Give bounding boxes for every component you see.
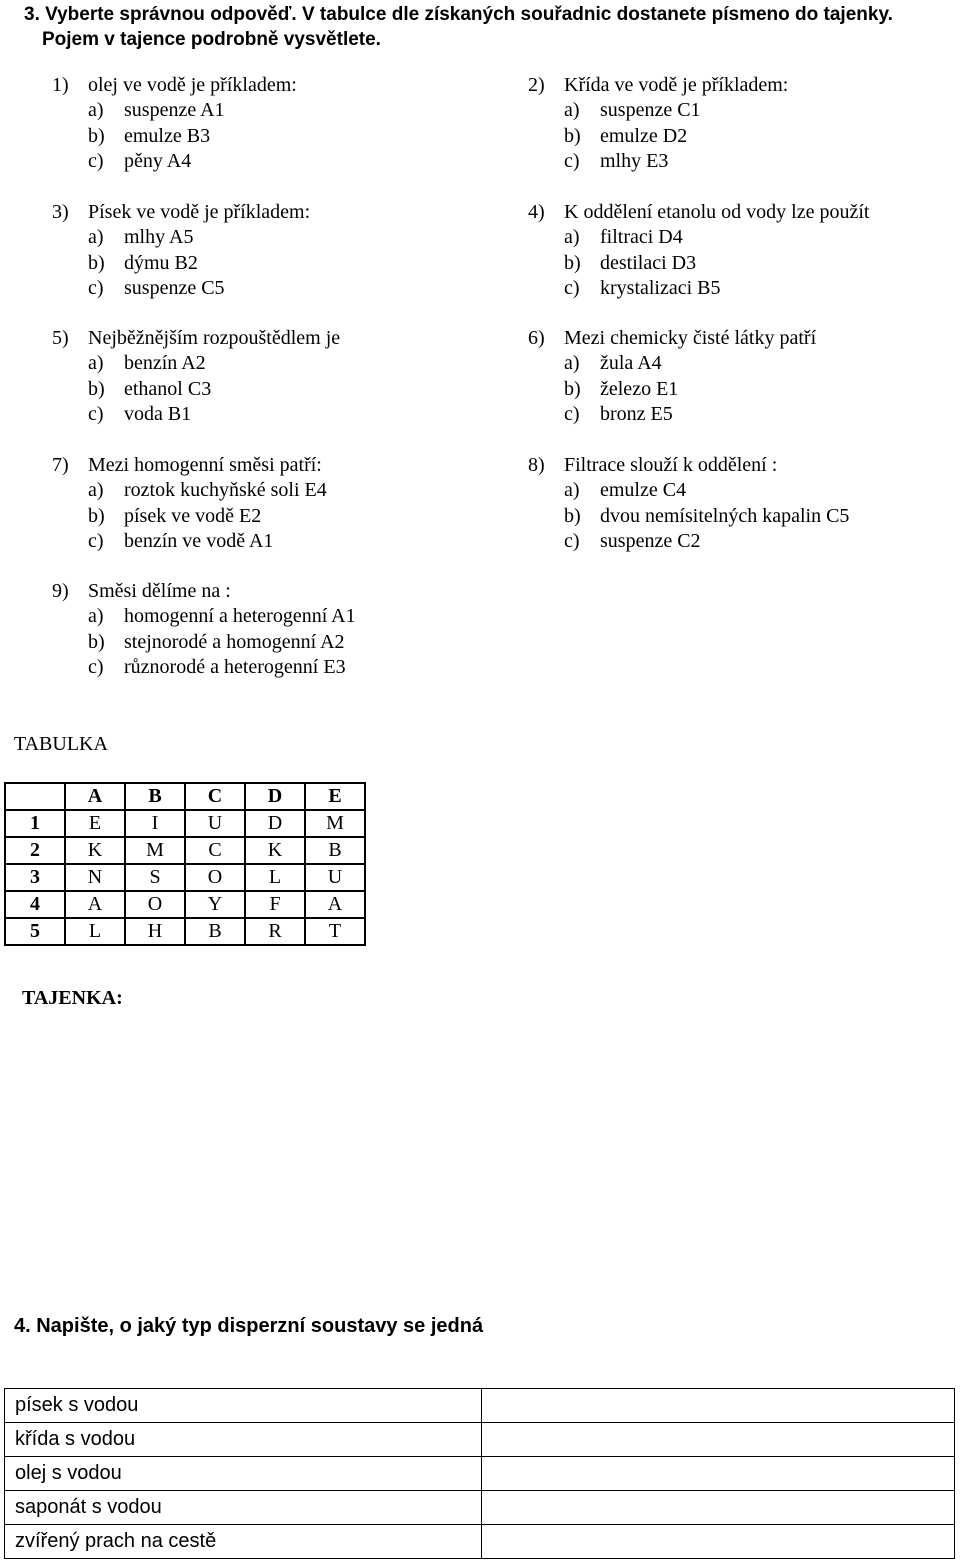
- question-number: 1): [52, 74, 69, 96]
- option-a: a) benzín A2: [88, 352, 206, 375]
- table-cell: L: [245, 864, 305, 891]
- answer-cell[interactable]: [482, 1389, 955, 1423]
- option-b: b) dýmu B2: [88, 251, 198, 274]
- table-cell: O: [125, 891, 185, 918]
- row-header-cell: 3: [5, 864, 65, 891]
- table-cell: Y: [185, 891, 245, 918]
- table-header-cell: D: [245, 783, 305, 810]
- answer-cell[interactable]: [482, 1491, 955, 1525]
- question-text: Křída ve vodě je příkladem:: [564, 74, 789, 96]
- option-b: b) písek ve vodě E2: [88, 504, 262, 527]
- question-number: 8): [528, 454, 545, 476]
- tajenka-label: TAJENKA:: [22, 987, 123, 1009]
- option-b: b) stejnorodé a homogenní A2: [88, 630, 345, 653]
- question-5: [52, 326, 340, 427]
- option-c: c) benzín ve vodě A1: [88, 529, 274, 552]
- table-cell: U: [185, 810, 245, 837]
- table-row: [5, 837, 365, 864]
- answer-cell[interactable]: [482, 1457, 955, 1491]
- task3-heading: [24, 2, 893, 52]
- option-c: c) mlhy E3: [564, 149, 669, 172]
- letter-grid: [4, 782, 366, 946]
- question-text: Filtrace slouží k oddělení :: [564, 454, 778, 476]
- question-number: 2): [528, 74, 545, 96]
- question-1: [52, 73, 297, 174]
- table-header-cell: E: [305, 783, 365, 810]
- option-c: c) suspenze C5: [88, 276, 225, 299]
- table-cell: R: [245, 918, 305, 945]
- option-a: a) mlhy A5: [88, 226, 194, 249]
- table-header-cell: [5, 783, 65, 810]
- question-6: [528, 326, 816, 427]
- question-8: [528, 453, 849, 554]
- task4-heading: 4. Napište, o jaký typ disperzní soustavy se jedná: [14, 1315, 484, 1337]
- question-number: 3): [52, 201, 69, 223]
- table-cell: A: [305, 891, 365, 918]
- table-header-row: [5, 783, 365, 810]
- option-c: c) suspenze C2: [564, 529, 701, 552]
- question-number: 5): [52, 327, 69, 349]
- option-b: b) železo E1: [564, 377, 679, 400]
- task3-heading-line1: 3. Vyberte správnou odpověď. V tabulce dle získaných souřadnic dostanete písmeno do tajenky.: [24, 4, 893, 25]
- table-row: [5, 918, 365, 945]
- option-c: c) bronz E5: [564, 402, 673, 425]
- mixture-name: křída s vodou: [5, 1423, 482, 1457]
- question-number: 4): [528, 201, 545, 223]
- table-row: [5, 864, 365, 891]
- table-cell: K: [65, 837, 125, 864]
- table-cell: F: [245, 891, 305, 918]
- option-b: b) emulze B3: [88, 124, 211, 147]
- option-b: b) emulze D2: [564, 124, 688, 147]
- row-header-cell: 1: [5, 810, 65, 837]
- table-cell: T: [305, 918, 365, 945]
- row-header-cell: 4: [5, 891, 65, 918]
- question-number: 6): [528, 327, 545, 349]
- row-header-cell: 5: [5, 918, 65, 945]
- option-a: a) homogenní a heterogenní A1: [88, 605, 356, 628]
- table-cell: E: [65, 810, 125, 837]
- answer-cell[interactable]: [482, 1423, 955, 1457]
- table-cell: L: [65, 918, 125, 945]
- mixture-name: písek s vodou: [5, 1389, 482, 1423]
- question-9: [52, 579, 356, 680]
- option-a: a) suspenze C1: [564, 99, 701, 122]
- table-cell: U: [305, 864, 365, 891]
- option-c: c) krystalizaci B5: [564, 276, 721, 299]
- option-c: c) různorodé a heterogenní E3: [88, 655, 346, 678]
- table-row: [5, 1423, 955, 1457]
- question-3: [52, 200, 310, 301]
- question-text: K oddělení etanolu od vody lze použít: [564, 201, 870, 223]
- mixture-name: olej s vodou: [5, 1457, 482, 1491]
- table-header-cell: C: [185, 783, 245, 810]
- table-cell: D: [245, 810, 305, 837]
- option-a: a) roztok kuchyňské soli E4: [88, 479, 327, 502]
- table-cell: K: [245, 837, 305, 864]
- table-title: TABULKA: [14, 733, 108, 755]
- question-2: [528, 73, 788, 174]
- table-row: [5, 1389, 955, 1423]
- table-header-cell: A: [65, 783, 125, 810]
- option-a: a) emulze C4: [564, 479, 687, 502]
- table-cell: I: [125, 810, 185, 837]
- table-row: [5, 891, 365, 918]
- question-text: Směsi dělíme na :: [88, 580, 231, 602]
- question-text: Mezi homogenní směsi patří:: [88, 454, 322, 476]
- option-a: a) filtraci D4: [564, 226, 683, 249]
- option-b: b) ethanol C3: [88, 377, 212, 400]
- table-cell: N: [65, 864, 125, 891]
- option-b: b) destilaci D3: [564, 251, 697, 274]
- table-cell: B: [305, 837, 365, 864]
- question-text: Písek ve vodě je příkladem:: [88, 201, 311, 223]
- table-row: [5, 1457, 955, 1491]
- table-row: [5, 1525, 955, 1559]
- question-number: 7): [52, 454, 69, 476]
- option-b: b) dvou nemísitelných kapalin C5: [564, 504, 850, 527]
- mixture-name: saponát s vodou: [5, 1491, 482, 1525]
- question-7: [52, 453, 327, 554]
- table-row: [5, 810, 365, 837]
- question-4: [528, 200, 869, 301]
- table-cell: O: [185, 864, 245, 891]
- answer-cell[interactable]: [482, 1525, 955, 1559]
- task3-heading-line2: Pojem v tajence podrobně vysvětlete.: [42, 29, 381, 50]
- table-cell: S: [125, 864, 185, 891]
- option-a: a) suspenze A1: [88, 99, 225, 122]
- table-cell: A: [65, 891, 125, 918]
- table-header-cell: B: [125, 783, 185, 810]
- option-c: c) voda B1: [88, 402, 192, 425]
- table-cell: H: [125, 918, 185, 945]
- mixture-name: zvířený prach na cestě: [5, 1525, 482, 1559]
- question-text: Nejběžnějším rozpouštědlem je: [88, 327, 341, 349]
- option-a: a) žula A4: [564, 352, 662, 375]
- table-cell: B: [185, 918, 245, 945]
- option-c: c) pěny A4: [88, 149, 192, 172]
- question-number: 9): [52, 580, 69, 602]
- table-row: [5, 1491, 955, 1525]
- dispersion-table: [4, 1388, 955, 1559]
- question-text: Mezi chemicky čisté látky patří: [564, 327, 817, 349]
- row-header-cell: 2: [5, 837, 65, 864]
- table-cell: M: [125, 837, 185, 864]
- table-cell: M: [305, 810, 365, 837]
- question-text: olej ve vodě je příkladem:: [88, 74, 297, 96]
- table-cell: C: [185, 837, 245, 864]
